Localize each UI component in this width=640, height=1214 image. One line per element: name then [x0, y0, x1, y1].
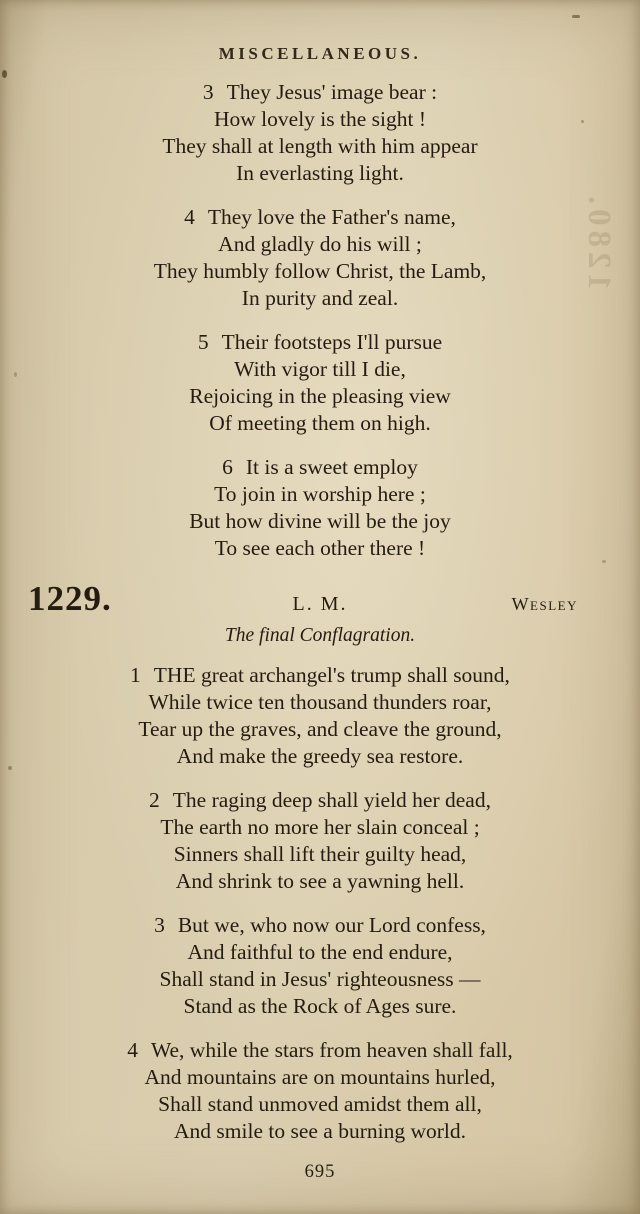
- stanza-number: 2: [149, 788, 160, 812]
- verse-line: While twice ten thousand thunders roar,: [148, 690, 492, 714]
- verse-line: [36, 79, 604, 106]
- verse-line: How lovely is the sight !: [214, 107, 426, 131]
- stanza-number: 6: [222, 455, 233, 479]
- verse-line: Stand as the Rock of Ages sure.: [183, 994, 457, 1018]
- running-head: MISCELLANEOUS.: [218, 44, 422, 63]
- verse-line: Of meeting them on high.: [209, 411, 431, 435]
- verse-text: But we, who now our Lord confess,: [177, 913, 486, 937]
- verse-line: [36, 1037, 604, 1064]
- verse-line: And gladly do his will ;: [218, 232, 422, 256]
- hymn-title: The final Conflagration.: [224, 625, 416, 646]
- verse-text: The raging deep shall yield her dead,: [172, 788, 491, 812]
- verse-text: Their footsteps I'll pursue: [221, 330, 443, 354]
- stanza: [36, 1037, 604, 1145]
- verse-line: Shall stand unmoved amidst them all,: [158, 1092, 482, 1116]
- verse-line: [36, 912, 604, 939]
- paper-speck: [14, 372, 17, 377]
- verse-line: To see each other there !: [214, 536, 426, 560]
- previous-hymn-stanzas: [36, 79, 604, 562]
- hymn-number: 1229.: [28, 579, 112, 618]
- verse-line: And shrink to see a yawning hell.: [175, 869, 465, 893]
- stanza-number: 4: [184, 205, 195, 229]
- bleed-through-text: 1280.: [580, 190, 617, 291]
- stanza: [36, 79, 604, 187]
- hymn-heading: [28, 579, 604, 619]
- verse-line: [36, 662, 604, 689]
- verse-text: They love the Father's name,: [207, 205, 456, 229]
- stanza: [36, 454, 604, 562]
- verse-text: THE great archangel's trump shall sound,: [153, 663, 510, 687]
- stanza-number: 3: [202, 80, 214, 104]
- verse-line: [36, 787, 604, 814]
- stanza: [36, 329, 604, 437]
- stanza: [36, 662, 604, 770]
- verse-line: They shall at length with him appear: [162, 134, 478, 158]
- paper-speck: [572, 15, 580, 18]
- verse-line: The earth no more her slain conceal ;: [160, 815, 480, 839]
- verse-line: [36, 329, 604, 356]
- verse-line: [36, 454, 604, 481]
- stanza: [36, 787, 604, 895]
- verse-line: Sinners shall lift their guilty head,: [173, 842, 467, 866]
- verse-line: They humbly follow Christ, the Lamb,: [153, 259, 487, 283]
- verse-line: To join in worship here ;: [214, 482, 426, 506]
- stanza-number: 1: [130, 663, 141, 687]
- stanza: [36, 204, 604, 312]
- stanza-number: 3: [154, 913, 165, 937]
- verse-line: And mountains are on mountains hurled,: [144, 1065, 496, 1089]
- verse-line: In everlasting light.: [236, 161, 404, 185]
- verse-line: In purity and zeal.: [241, 286, 399, 310]
- paper-speck: [8, 766, 12, 770]
- verse-line: And faithful to the end endure,: [187, 940, 453, 964]
- stanza: [36, 912, 604, 1020]
- verse-line: But how divine will be the joy: [189, 509, 451, 533]
- stanza-number: 4: [127, 1038, 138, 1062]
- verse-line: [36, 204, 604, 231]
- verse-text: It is a sweet employ: [245, 455, 418, 479]
- page-number: 695: [304, 1162, 336, 1182]
- hymn-stanzas: [36, 662, 604, 1145]
- verse-line: With vigor till I die,: [234, 357, 406, 381]
- verse-line: Shall stand in Jesus' righteousness —: [159, 967, 481, 991]
- hymn-author: Wesley: [511, 594, 578, 614]
- verse-text: They Jesus' image bear :: [226, 80, 438, 104]
- paper-speck: [2, 70, 7, 78]
- verse-line: Rejoicing in the pleasing view: [189, 384, 451, 408]
- verse-line: And make the greedy sea restore.: [176, 744, 464, 768]
- verse-text: We, while the stars from heaven shall fall,: [150, 1038, 513, 1062]
- verse-line: Tear up the graves, and cleave the ground,: [138, 717, 502, 741]
- hymn-meter: L. M.: [292, 593, 348, 615]
- stanza-number: 5: [197, 330, 209, 354]
- verse-line: And smile to see a burning world.: [174, 1119, 466, 1143]
